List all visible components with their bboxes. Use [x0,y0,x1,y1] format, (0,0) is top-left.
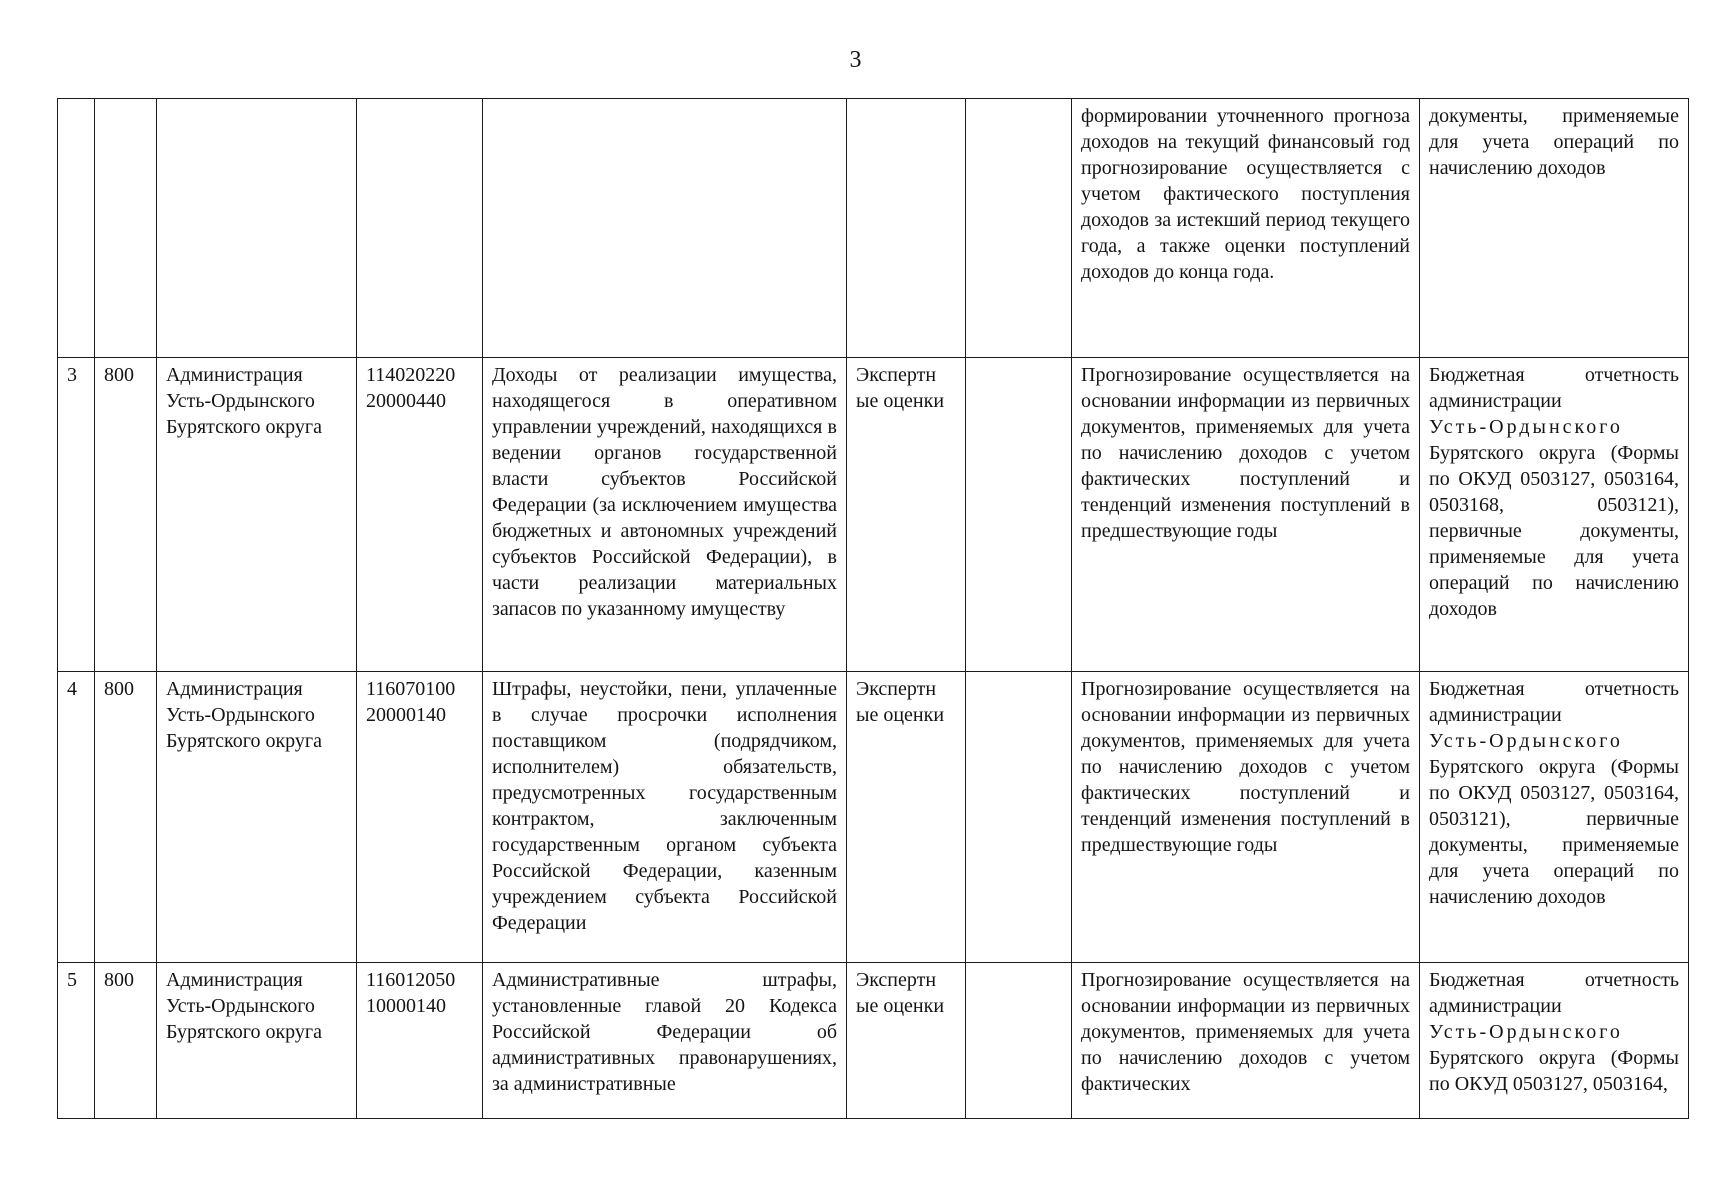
forecast-method: Экспертн ые оценки [847,672,966,963]
budget-classification-code: 116012050 10000140 [357,963,483,1119]
revenue-forecast-table [57,98,1689,1119]
revenue-name: Административные штрафы, установленные главой 20 Кодекса Российской Федерации об административных правонарушениях, за административные [483,963,847,1119]
admin-code [95,99,157,358]
row-number: 4 [58,672,95,963]
calculation-algorithm: формировании уточненного прогноза доходов на текущий финансовый год прогнозирование осуществляется с учетом фактического поступления доходов за истекший период текущего года, а также оценки поступлений доходов до конца года. [1072,99,1420,358]
data-source [1420,672,1689,963]
calculation-formula [966,358,1072,672]
row-number: 5 [58,963,95,1119]
budget-classification-code [357,99,483,358]
administrator-name: Администрация Усть-Ордынского Бурятского округа [157,358,357,672]
revenue-name: Доходы от реализации имущества, находящегося в оперативном управлении учреждений, находящихся в ведении органов государственной власти субъектов Российской Федерации (за исключением имущества бюджетных и автономных учреждений субъектов Российской Федерации), в части реализации материальных запасов по указанному имуществу [483,358,847,672]
table-row [58,99,1689,358]
admin-code: 800 [95,672,157,963]
table-row [58,672,1689,963]
data-source [1420,99,1689,358]
data-source-forms: Бурятского округа (Формы по ОКУД 0503127, 0503164, [1429,1047,1679,1095]
calculation-algorithm: Прогнозирование осуществляется на основании информации из первичных документов, применяемых для учета по начислению доходов с учетом фактических поступлений и тенденций изменения поступлений в предшествующие годы [1072,672,1420,963]
revenue-name: Штрафы, неустойки, пени, уплаченные в случае просрочки исполнения поставщиком (подрядчиком, исполнителем) обязательств, предусмотренных государственным контрактом, заключенным государственным органом субъекта Российской Федерации, казенным учреждением субъекта Российской Федерации [483,672,847,963]
budget-classification-code: 116070100 20000140 [357,672,483,963]
data-source-intro: Бюджетная отчетность администрации [1429,364,1679,412]
admin-code: 800 [95,358,157,672]
data-source-district: Усть-Ордынского [1429,416,1623,438]
data-source-forms: Бурятского округа (Формы по ОКУД 0503127, 0503164, 0503121), первичные документы, применяемые для учета операций по начислению доходов [1429,756,1679,908]
administrator-name [157,99,357,358]
calculation-formula [966,99,1072,358]
forecast-method: Экспертн ые оценки [847,358,966,672]
data-source-intro: Бюджетная отчетность администрации [1429,678,1679,726]
revenue-name [483,99,847,358]
forecast-method [847,99,966,358]
data-source-intro: Бюджетная отчетность администрации [1429,969,1679,1017]
data-source-text: документы, применяемые для учета операций по начислению доходов [1429,105,1679,179]
calculation-formula [966,963,1072,1119]
calculation-algorithm: Прогнозирование осуществляется на основании информации из первичных документов, применяемых для учета по начислению доходов с учетом фактических [1072,963,1420,1119]
data-source-district: Усть-Ордынского [1429,1021,1623,1043]
data-source [1420,358,1689,672]
table-row [58,963,1689,1119]
table-row [58,358,1689,672]
budget-classification-code: 114020220 20000440 [357,358,483,672]
calculation-formula [966,672,1072,963]
data-source-forms: Бурятского округа (Формы по ОКУД 0503127, 0503164, 0503168, 0503121), первичные документы, применяемые для учета операций по начислению доходов [1429,442,1679,620]
data-source-district: Усть-Ордынского [1429,730,1623,752]
row-number: 3 [58,358,95,672]
row-number [58,99,95,358]
data-source [1420,963,1689,1119]
administrator-name: Администрация Усть-Ордынского Бурятского округа [157,672,357,963]
admin-code: 800 [95,963,157,1119]
page-number: 3 [849,47,862,73]
administrator-name: Администрация Усть-Ордынского Бурятского округа [157,963,357,1119]
calculation-algorithm: Прогнозирование осуществляется на основании информации из первичных документов, применяемых для учета по начислению доходов с учетом фактических поступлений и тенденций изменения поступлений в предшествующие годы [1072,358,1420,672]
forecast-method: Экспертн ые оценки [847,963,966,1119]
